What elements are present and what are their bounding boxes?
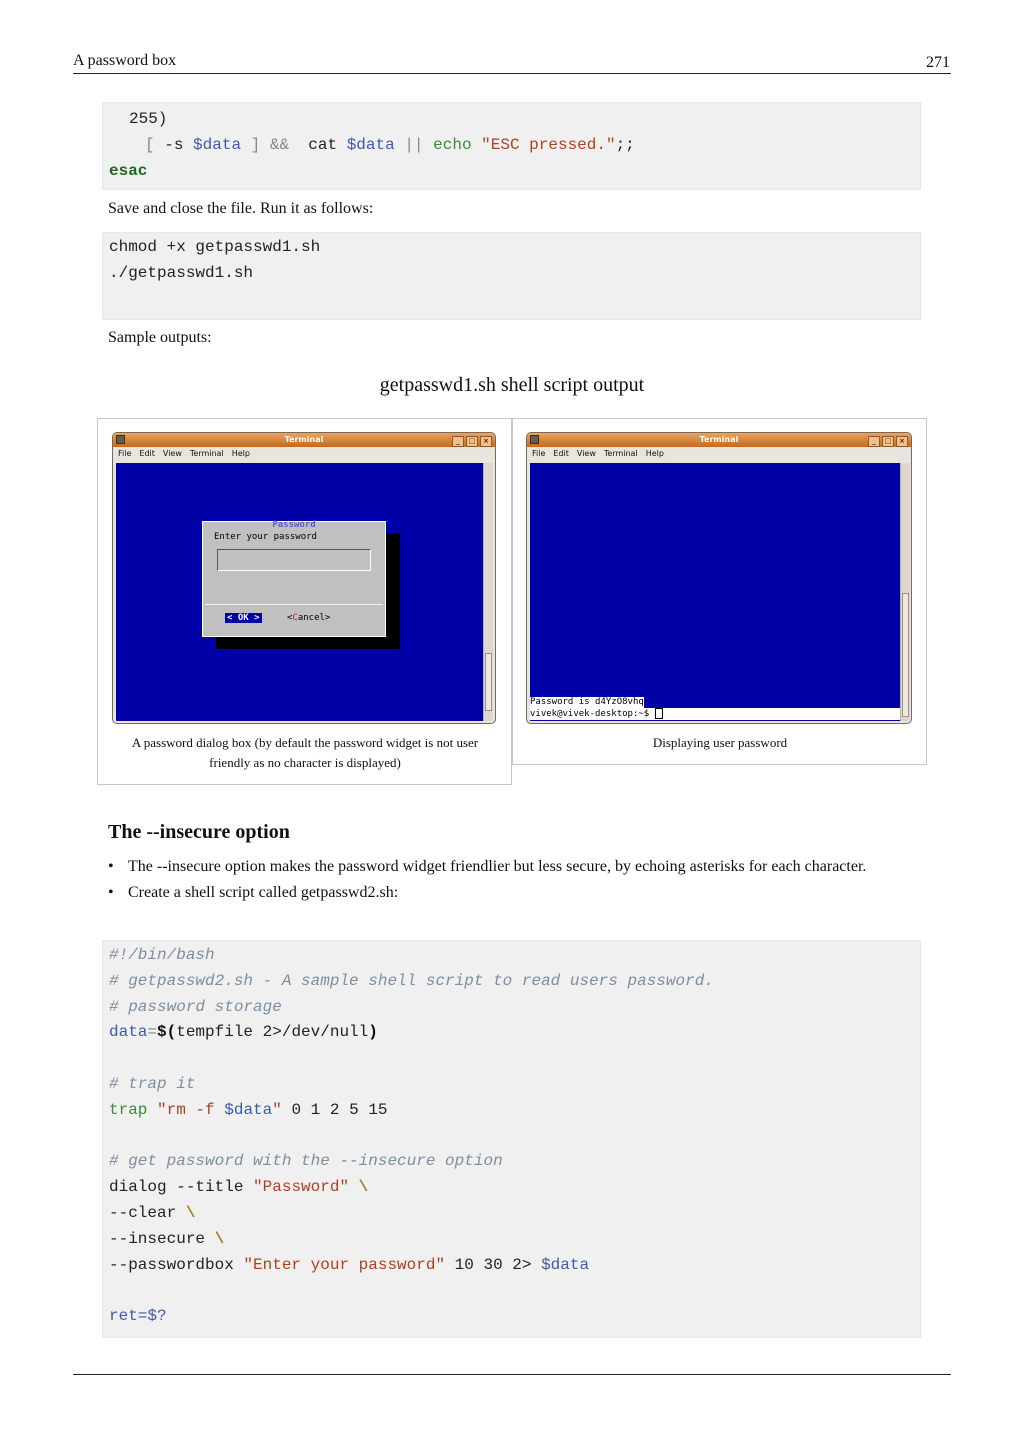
code-text: cat [308,135,338,154]
figure-right-frame [512,418,927,765]
menu-help[interactable]: Help [645,449,664,458]
menu-bar [527,447,911,461]
bullet-list [108,854,868,905]
window-title: Terminal [699,435,739,444]
dialog-separator [205,604,383,605]
code-line [103,969,920,995]
minimize-icon[interactable]: _ [868,436,880,447]
code-line [103,1098,920,1124]
window-title: Terminal [284,435,324,444]
dialog-title: Password [272,520,316,530]
code-line [103,1149,920,1175]
terminal-app-icon [530,435,539,444]
code-keyword: esac [109,161,148,180]
menu-terminal[interactable]: Terminal [189,449,224,458]
code-comment: # get password with the --insecure option [109,1152,503,1171]
menu-view[interactable]: View [162,449,182,458]
code-keyword: echo [433,135,472,154]
header-rule [73,73,951,74]
code-var: $data [346,135,395,154]
code-line [103,995,920,1021]
maximize-icon[interactable]: □ [466,436,478,447]
figure-left-frame [97,418,512,785]
code-comment: #!/bin/bash [109,946,215,964]
code-text: || [404,135,424,154]
section-heading: The --insecure option [108,821,290,843]
code-string: "rm -f [157,1100,225,1119]
code-block-case-end [102,102,921,190]
code-keyword: trap [109,1100,148,1119]
ok-button[interactable]: < OK > [227,613,260,623]
close-icon[interactable]: × [896,436,908,447]
code-text: \ [185,1203,196,1222]
code-text: tempfile 2>/dev/null [176,1023,369,1042]
dialog-prompt: Enter your password [214,532,317,542]
page-number: 271 [926,54,950,71]
menu-help[interactable]: Help [231,449,250,458]
terminal-app-icon [116,435,125,444]
code-text: dialog --title [109,1178,254,1197]
code-comment: # getpasswd2.sh - A sample shell script to read users password. [109,971,714,990]
cancel-label: < [287,613,293,623]
window-titlebar [113,433,495,447]
cancel-hotkey: C [292,613,298,623]
menu-edit[interactable]: Edit [139,449,155,458]
code-line [103,1124,920,1150]
list-item-text: Create a shell script called getpasswd2.sh: [128,884,399,901]
footer-rule [73,1374,951,1375]
cancel-button[interactable] [287,613,330,623]
code-text: $( [157,1023,177,1042]
terminal-prompt-line [530,708,900,720]
figure-title: getpasswd1.sh shell script output [379,374,645,396]
code-text: [ [145,135,155,154]
scrollbar[interactable] [483,463,493,721]
minimize-icon[interactable]: _ [452,436,464,447]
maximize-icon[interactable]: □ [882,436,894,447]
terminal-output-line: Password is d4YzO8vhq [530,697,644,707]
code-text: ] [250,135,261,154]
shell-prompt: vivek@vivek-desktop:~$ [530,709,655,719]
code-line [103,1046,920,1072]
list-item [108,880,868,905]
code-comment: # password storage [109,997,282,1016]
code-text: --passwordbox [109,1255,244,1274]
code-text: && [269,135,290,154]
terminal-screen[interactable] [116,463,484,721]
cancel-label: ancel> [297,613,331,623]
code-block-getpasswd2 [102,940,921,1338]
paragraph-sample: Sample outputs: [108,329,212,346]
bullet-icon: • [108,884,114,901]
terminal-screen[interactable] [530,463,900,721]
code-text: \ [358,1178,369,1197]
menu-terminal[interactable]: Terminal [603,449,638,458]
code-var: $data [541,1255,590,1274]
code-line [103,159,920,185]
code-var: ret=$? [109,1307,167,1326]
code-string: " [272,1100,282,1119]
code-text: ;; [615,135,635,154]
code-block-run [102,232,921,320]
code-string: "ESC pressed." [481,135,616,154]
text-cursor [655,708,663,719]
code-var: $data [224,1100,273,1119]
code-line [103,107,920,133]
menu-bar [113,447,495,461]
code-line: ./getpasswd1.sh [109,263,254,282]
code-text: --insecure [109,1229,215,1248]
code-string: "Enter your password" [243,1255,446,1274]
code-text: 0 1 2 5 15 [281,1100,388,1119]
page-header-title: A password box [73,52,177,69]
code-text: \ [214,1229,225,1248]
code-text: ) [368,1023,378,1042]
code-line [103,943,920,969]
code-line [103,1304,920,1330]
window-titlebar [527,433,911,447]
code-var: $data [193,135,242,154]
menu-view[interactable]: View [576,449,596,458]
code-text: -s [164,135,184,154]
bullet-icon: • [108,858,114,875]
scrollbar[interactable] [900,463,910,721]
code-text: 10 30 2> [445,1255,542,1274]
code-line [103,133,920,159]
terminal-window [526,432,912,724]
menu-file[interactable]: File [532,449,546,458]
code-comment: # trap it [109,1074,196,1093]
code-line [103,1072,920,1098]
scrollbar-thumb[interactable] [485,653,492,711]
code-line [103,1278,920,1304]
code-string: "Password" [253,1178,350,1197]
terminal-window [112,432,496,724]
figure-caption-left: A password dialog box (by default the password widget is not user friendly as no character is displayed) [131,735,479,770]
password-input[interactable] [217,549,371,571]
figure-caption-right: Displaying user password [652,735,788,750]
code-line [103,1020,920,1046]
menu-file[interactable]: File [118,449,132,458]
password-dialog [202,521,386,637]
code-line [103,1227,920,1253]
code-var: data [109,1023,148,1042]
code-line [103,1253,920,1279]
code-text: 255) [129,110,168,128]
menu-edit[interactable]: Edit [553,449,569,458]
code-line [103,1201,920,1227]
close-icon[interactable]: × [480,436,492,447]
code-line: chmod +x getpasswd1.sh [109,238,321,256]
code-text: = [147,1023,158,1042]
list-item-text: The --insecure option makes the password widget friendlier but less secure, by echoing asterisks for each character. [128,858,867,875]
code-line [103,1175,920,1201]
list-item [108,854,868,879]
paragraph-save: Save and close the file. Run it as follows: [108,200,374,217]
code-text: --clear [109,1203,186,1222]
scrollbar-thumb[interactable] [902,593,909,717]
